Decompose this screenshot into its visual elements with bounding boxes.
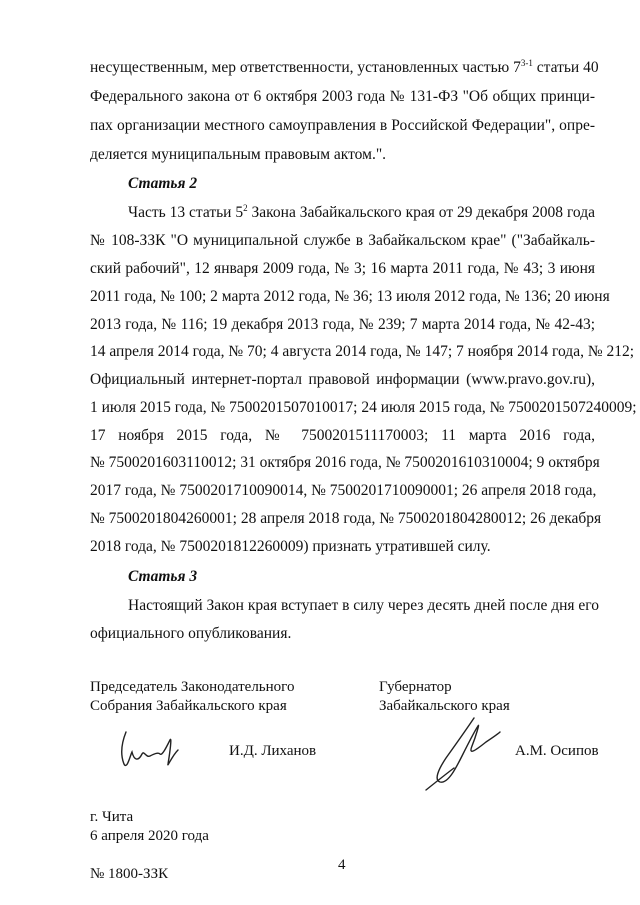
article-2-line-12: № 7500201804260001; 28 апреля 2018 года, № 7500201804280012; 26 декабря [90,510,602,527]
paragraph-line-3: пах организации местного самоуправления в Российской Федерации", опре- [90,117,595,134]
article-2-heading: Статья 2 [128,175,198,192]
right-handwritten-signature [416,712,506,794]
footer-law-number: № 1800-ЗЗК [90,866,169,882]
article-2-line-10: № 7500201603110012; 31 октября 2016 года, № 7500201610310004; 9 октября [90,454,600,471]
article-3-line-1: Настоящий Закон края вступает в силу через десять дней после дня его [128,597,600,614]
article-3-heading: Статья 3 [128,568,198,585]
right-signer-title-1: Губернатор [379,679,452,695]
left-signer-title-2: Собрания Забайкальского края [90,698,287,714]
footer-city: г. Чита [90,809,134,825]
article-3-line-2: официального опубликования. [90,625,292,642]
article-2-line-6: 14 апреля 2014 года, № 70; 4 августа 2014 года, № 147; 7 ноября 2014 года, № 212; [90,343,635,360]
article-2-line-4: 2011 года, № 100; 2 марта 2012 года, № 36; 13 июля 2012 года, № 136; 20 июня [90,288,610,305]
paragraph-line-1: несущественным, мер ответственности, установленных частью 7$^{3-1}$ статьи 40 [90,57,599,76]
article-2-line-7: Официальный интернет-портал правовой информации (www.pravo.gov.ru), [90,371,595,388]
article-2-line-1: Часть 13 статьи $5^2$ Закона Забайкальского края от 29 декабря 2008 года [128,202,595,221]
article-2-line-8: 1 июля 2015 года, № 7500201507010017; 24 июля 2015 года, № 7500201507240009; [90,399,637,416]
article-2-line-9: 17 ноября 2015 года, № 7500201511170003; 11 марта 2016 года, [90,427,595,444]
footer-date: 6 апреля 2020 года [90,828,209,844]
left-signer-title-1: Председатель Законодательного [90,679,295,695]
right-signer-title-2: Забайкальского края [379,698,510,714]
article-2-line-3: ский рабочий", 12 января 2009 года, № 3; 16 марта 2011 года, № 43; 3 июня [90,260,595,277]
page-number: 4 [338,857,346,873]
paragraph-line-2: Федерального закона от 6 октября 2003 года № 131-ФЗ "Об общих принци- [90,88,595,105]
paragraph-line-4: деляется муниципальным правовым актом.". [90,146,387,163]
right-signer-name: А.М. Осипов [515,743,599,759]
left-signer-name: И.Д. Лиханов [229,743,317,759]
article-2-line-11: 2017 года, № 7500201710090014, № 7500201710090001; 26 апреля 2018 года, [90,482,597,499]
left-handwritten-signature [112,726,192,772]
article-2-line-2: № 108-ЗЗК "О муниципальной службе в Забайкальском крае" ("Забайкаль- [90,232,595,249]
article-2-line-5: 2013 года, № 116; 19 декабря 2013 года, № 239; 7 марта 2014 года, № 42-43; [90,316,595,333]
article-2-line-13: 2018 года, № 7500201812260009) признать утратившей силу. [90,538,491,555]
